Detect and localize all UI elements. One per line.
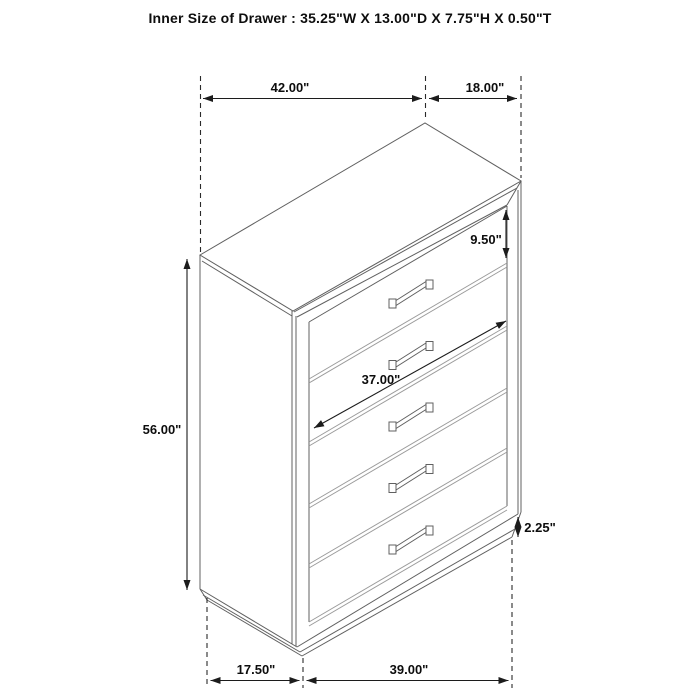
diagram-title: Inner Size of Drawer : 35.25"W X 13.00"D X 7.75"H X 0.50"T [148, 10, 552, 26]
dim-label-height: 56.00" [142, 422, 182, 437]
dim-label-drawer-width: 37.00" [361, 372, 401, 387]
dim-label-width-bottom: 39.00" [389, 662, 429, 677]
dim-label-width-top: 42.00" [270, 80, 310, 95]
dim-line-drawer-width [314, 321, 506, 428]
drawer-separators [309, 263, 507, 626]
dim-label-top-drawer-height: 9.50" [470, 232, 502, 247]
chest-top-surface [200, 123, 521, 317]
drawer-handle-1 [389, 280, 433, 308]
chest-drawing [200, 123, 521, 656]
drawer-handle-3 [389, 403, 433, 431]
dim-label-depth-top: 18.00" [465, 80, 505, 95]
drawer-handle-4 [389, 465, 433, 493]
drawer-handle-5 [389, 526, 433, 554]
dim-label-depth-bottom: 17.50" [236, 662, 276, 677]
dim-label-base-height: 2.25" [524, 520, 556, 535]
chest-side-panel [200, 255, 296, 646]
